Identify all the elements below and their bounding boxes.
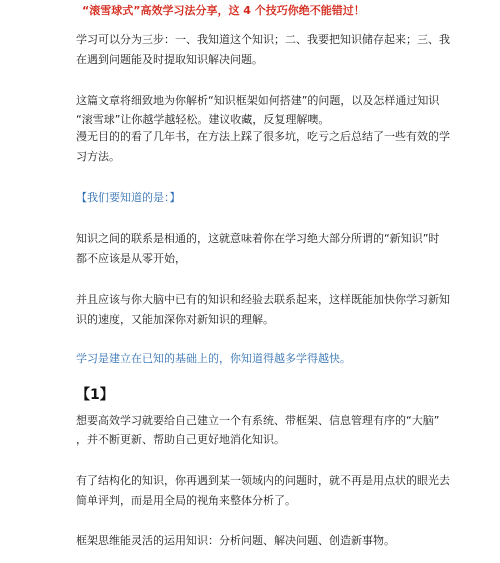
link-knowledge-line-2: 识的速度，又能加深你对新知识的理解。 xyxy=(76,313,274,326)
brain-line-2: ，并不断更新、帮助自己更好地消化知识。 xyxy=(76,433,285,446)
blue-note: 学习是建立在已知的基础上的，你知道得越多学得越快。 xyxy=(76,352,351,365)
structured-line-1: 有了结构化的知识，你再遇到某一领域内的问题时，就不再是用点状的眼光去 xyxy=(76,474,450,487)
structured-line-2: 简单评判，而是用全局的视角来整体分析了。 xyxy=(76,494,296,507)
framework-line: 框架思维能灵活的运用知识：分析问题、解决问题、创造新事物。 xyxy=(76,534,395,547)
article-desc-line-1: 这篇文章将细致地为你解析“知识框架如何搭建”的问题，以及怎样通过知识 xyxy=(76,94,440,107)
what-to-know-heading: 【我们要知道的是：】 xyxy=(76,191,181,204)
link-knowledge-line-1: 并且应该与你大脑中已有的知识和经验去联系起来，这样既能加快你学习新知 xyxy=(76,293,450,306)
intro-line-1: 学习可以分为三步：一、我知道这个知识；二、我要把知识储存起来；三、我 xyxy=(76,33,450,46)
intro-line-2: 在遇到问题能及时提取知识解决问题。 xyxy=(76,53,263,66)
article-title: “滚雪球式”高效学习法分享，这 4 个技巧你绝不能错过！ xyxy=(82,4,365,17)
brain-line-1: 想要高效学习就要给自己建立一个有系统、带框架、信息管理有序的“大脑” xyxy=(76,414,440,427)
connection-line-1: 知识之间的联系是相通的，这就意味着你在学习绝大部分所谓的“新知识”时 xyxy=(76,232,440,245)
article-desc-line-2: “滚雪球”让你越学越轻松。建议收藏，反复理解噢。 xyxy=(76,113,330,126)
article-desc-line-3: 漫无目的的看了几年书，在方法上踩了很多坑，吃亏之后总结了一些有效的学 xyxy=(76,130,450,143)
article-desc-line-4: 习方法。 xyxy=(76,150,120,163)
section-heading-1: 【1】 xyxy=(76,387,114,403)
connection-line-2: 都不应该是从零开始， xyxy=(76,252,186,265)
